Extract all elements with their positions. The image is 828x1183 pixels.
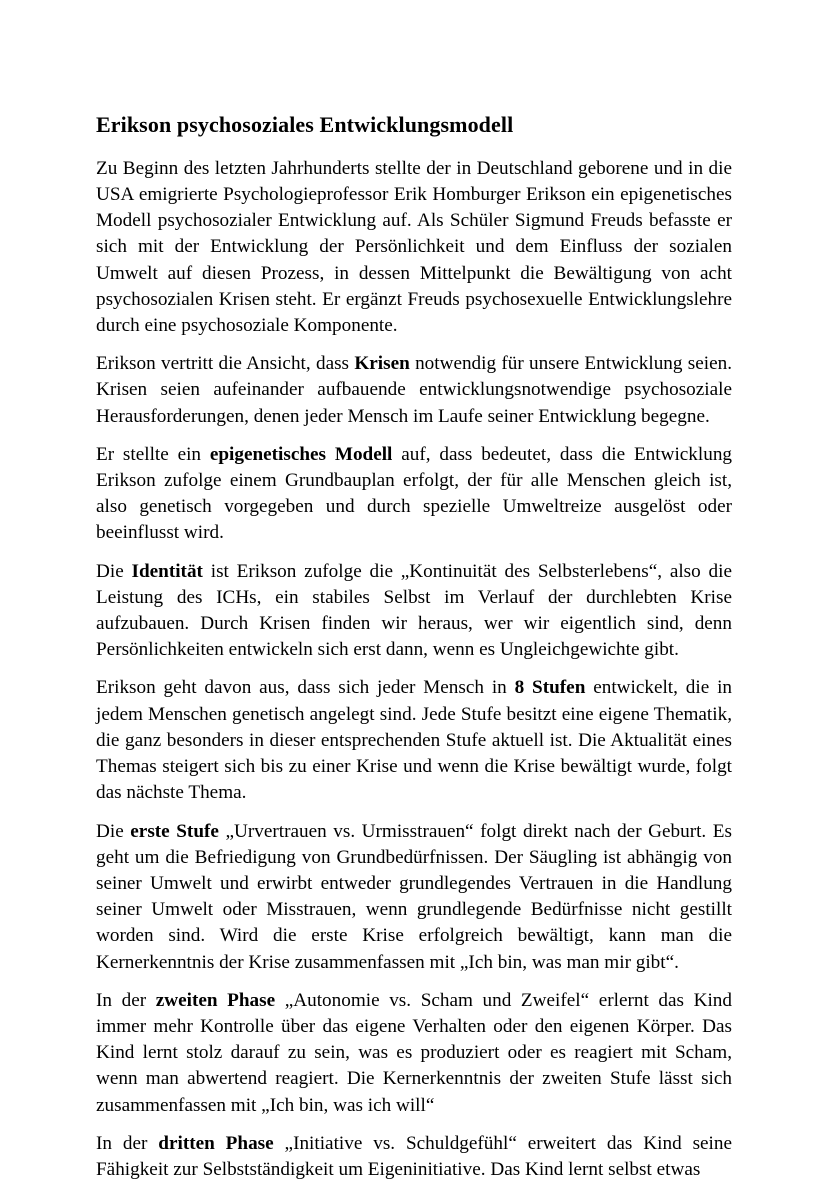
body-text: In der [96, 1132, 159, 1154]
paragraph [96, 988, 732, 1119]
emphasis-text: Identität [131, 560, 203, 582]
body-text: Die [96, 560, 132, 582]
paragraph [96, 559, 732, 664]
body-text: Er stellte ein [96, 443, 210, 465]
body-text: notwendig für unsere Entwicklung seien. Krisen seien aufeinander aufbauende entwicklungsnotwendige psychosoziale Herausforderungen, denen jeder Mensch im Laufe seiner Entwicklung begegne. [96, 353, 732, 427]
body-text: entwickelt, die in jedem Menschen genetisch angelegt sind. Jede Stufe besitzt eine eigene Thematik, die ganz besonders in dieser entsprechenden Stufe aktuell ist. Die Aktualität eines Themas steigert sich bis zu einer Krise und wenn die Krise bewältigt wurde, folgt das nächste Thema. [96, 677, 732, 804]
emphasis-text: epigenetisches Modell [209, 443, 393, 465]
emphasis-text: erste Stufe [130, 820, 219, 842]
paragraph [96, 819, 732, 976]
body-text: Die [96, 820, 131, 842]
emphasis-text: Krisen [354, 353, 410, 375]
body-text: ist Erikson zufolge die „Kontinuität des Selbsterlebens“, also die Leistung des ICHs, ein stabiles Selbst im Verlauf der durchlebten Krise aufzubauen. Durch Krisen finden wir heraus, wer wir eigentlich sind, denn Persönlichkeiten entwickeln sich erst dann, wenn es Ungleichgewichte gibt. [96, 560, 732, 661]
page-title: Erikson psychosoziales Entwicklungsmodell [96, 112, 514, 137]
emphasis-text: dritten Phase [158, 1132, 274, 1154]
emphasis-text: 8 Stufen [514, 677, 586, 699]
document-body [96, 156, 732, 1183]
body-text: „Autonomie vs. Scham und Zweifel“ erlernt das Kind immer mehr Kontrolle über das eigene Verhalten oder den eigenen Körper. Das Kind lernt stolz darauf zu sein, was es produziert oder es reagiert mit Scham, wenn man abwertend reagiert. Die Kernerkenntnis der zweiten Stufe lässt sich zusammenfassen mit „Ich bin, was ich will“ [96, 989, 732, 1116]
paragraph [96, 442, 732, 547]
body-text: „Initiative vs. Schuldgefühl“ erweitert das Kind seine Fähigkeit zur Selbstständigkeit um Eigeninitiative. Das Kind lernt selbst etwas [96, 1132, 732, 1180]
paragraph [96, 1131, 732, 1183]
body-text: Zu Beginn des letzten Jahrhunderts stellte der in Deutschland geborene und in die USA emigrierte Psychologieprofessor Erik Homburger Erikson ein epigenetisches Modell psychosozialer Entwicklung auf. Als Schüler Sigmund Freuds befasste er sich mit der Entwicklung der Persönlichkeit und dem Einfluss der sozialen Umwelt auf diesen Prozess, in dessen Mittelpunkt die Bewältigung von acht psychosozialen Krisen steht. Er ergänzt Freuds psychosexuelle Entwicklungslehre durch eine psychosoziale Komponente. [96, 157, 732, 337]
paragraph [96, 675, 732, 806]
emphasis-text: zweiten Phase [155, 989, 276, 1011]
body-text: auf, dass bedeutet, dass die Entwicklung Erikson zufolge einem Grundbauplan erfolgt, der für alle Menschen gleich ist, also genetisch vorgegeben und durch spezielle Umweltreize ausgelöst oder beeinflusst wird. [96, 443, 733, 544]
paragraph [96, 156, 732, 339]
body-text: „Urvertrauen vs. Urmisstrauen“ folgt direkt nach der Geburt. Es geht um die Befriedigung von Grundbedürfnissen. Der Säugling ist abhängig von seiner Umwelt und erwirbt entweder grundlegendes Vertrauen in die Handlung seiner Umwelt oder Misstrauen, wenn grundlegende Bedürfnisse nicht gestillt worden sind. Wird die erste Krise erfolgreich bewältigt, kann man die Kernerkenntnis der Krise zusammenfassen mit „Ich bin, was man mir gibt“. [96, 820, 732, 973]
body-text: Erikson vertritt die Ansicht, dass [96, 353, 355, 375]
body-text: In der [96, 989, 156, 1011]
paragraph [96, 351, 732, 430]
body-text: Erikson geht davon aus, dass sich jeder Mensch in [96, 677, 515, 699]
